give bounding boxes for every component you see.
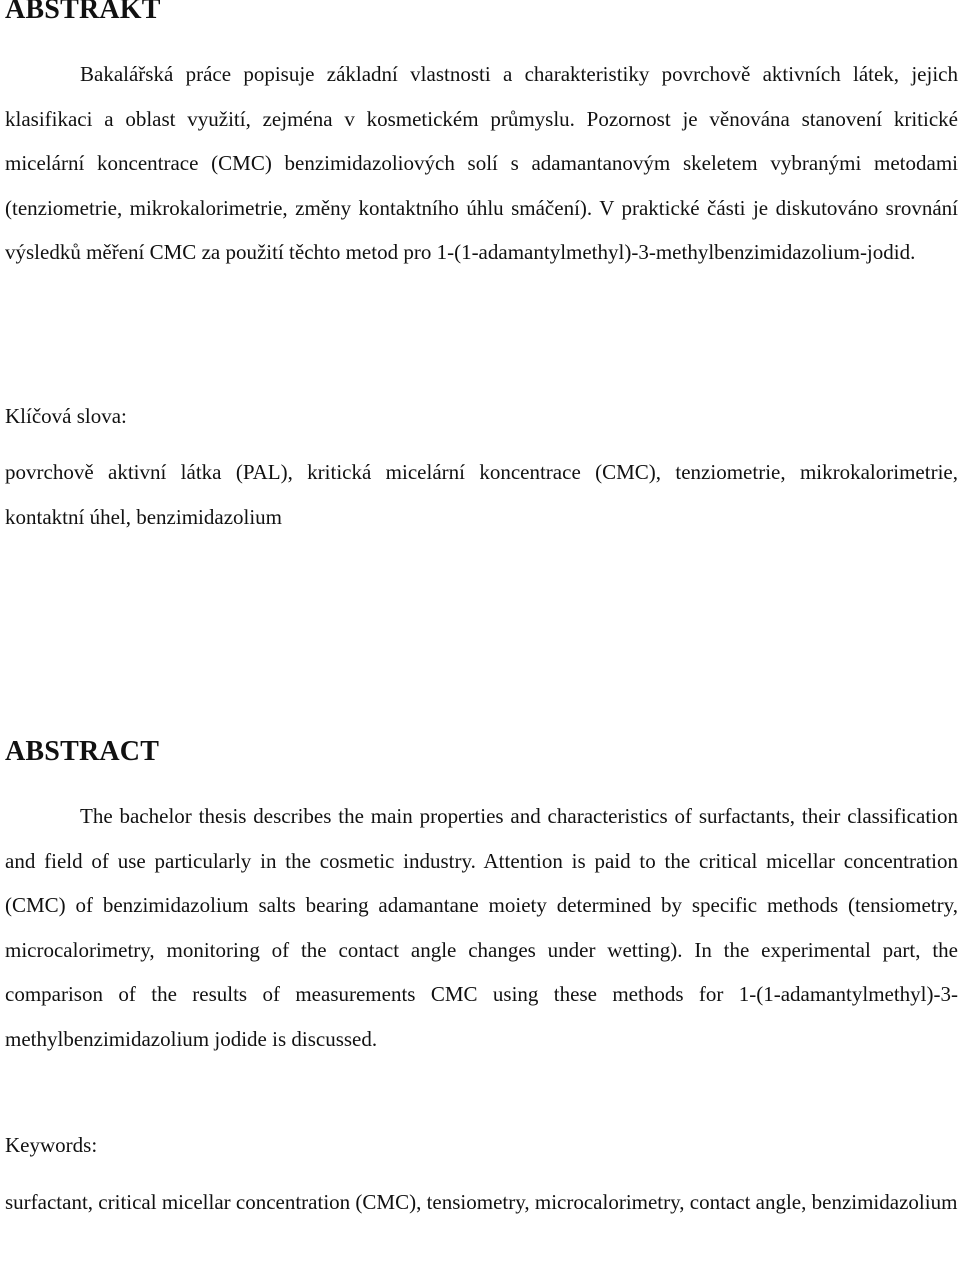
abstract-heading: ABSTRACT [5, 736, 160, 767]
abstrakt-paragraph: Bakalářská práce popisuje základní vlastnosti a charakteristiky povrchově aktivních látek, jejich klasifikaci a oblast využití, zejména v kosmetickém průmyslu. Pozornost je věnována stanovení kritické micelární koncentrace (CMC) benzimidazoliových solí s adamantanovým skeletem vybranými metodami (tenziometrie, mikrokalorimetrie, změny kontaktního úhlu smáčení). V praktické části je diskutováno srovnání výsledků měření CMC za použití těchto metod pro 1-(1-adamantylmethyl)-3-methylbenzimidazolium-jodid. [5, 62, 958, 265]
klicova-slova-text: povrchově aktivní látka (PAL), kritická micelární koncentrace (CMC), tenziometrie, mikrokalorimetrie, kontaktní úhel, benzimidazolium [5, 460, 958, 529]
abstract-paragraph: The bachelor thesis describes the main properties and characteristics of surfactants, their classification and field of use particularly in the cosmetic industry. Attention is paid to the critical micellar concentration (CMC) of benzimidazolium salts bearing adamantane moiety determined by specific methods (tensiometry, microcalorimetry, monitoring of the contact angle changes under wetting). In the experimental part, the comparison of the results of measurements CMC using these methods for 1-(1-adamantylmethyl)-3-methylbenzimidazolium jodide is discussed. [5, 804, 958, 1051]
klicova-slova-label: Klíčová slova: [5, 404, 127, 428]
abstrakt-heading: ABSTRAKT [5, 0, 161, 25]
keywords-label: Keywords: [5, 1133, 98, 1157]
document-page [5, 0, 958, 1261]
keywords-text: surfactant, critical micellar concentration (CMC), tensiometry, microcalorimetry, contact angle, benzimidazolium [5, 1190, 958, 1214]
